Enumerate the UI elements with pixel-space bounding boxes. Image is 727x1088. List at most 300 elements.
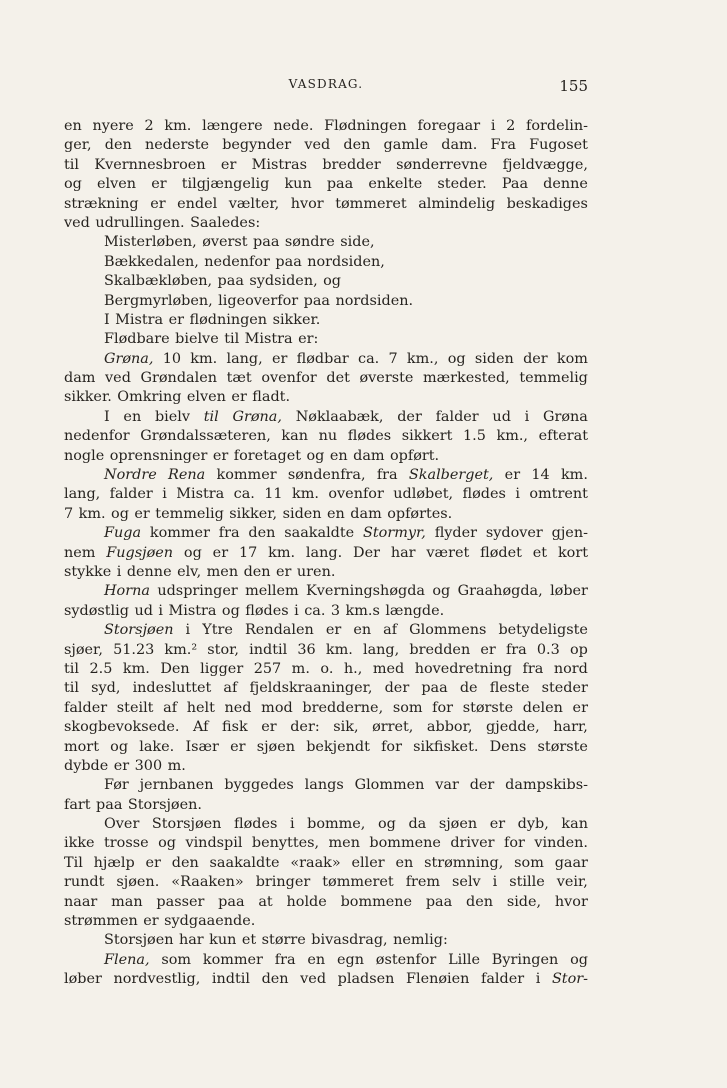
word: ca. — [233, 486, 255, 503]
word: nogle — [64, 447, 105, 464]
word: den — [248, 525, 276, 542]
word: er — [325, 622, 342, 639]
word: stille — [509, 874, 545, 891]
word: Horna — [104, 583, 150, 600]
word: steder. — [437, 176, 487, 193]
word: rundt — [64, 874, 105, 891]
word: 14 — [531, 467, 550, 484]
word: Grøna, — [104, 350, 154, 367]
running-head: VASDRAG. — [288, 77, 364, 91]
word: ligger — [200, 660, 244, 677]
word: 2.5 — [89, 660, 113, 677]
word: Flødningen — [324, 118, 407, 134]
word: og — [158, 835, 176, 852]
word: vælter, — [228, 195, 280, 212]
word: flødes — [462, 486, 506, 503]
word: o. — [320, 660, 334, 677]
word: bommene — [369, 835, 441, 852]
word: der — [469, 777, 495, 794]
word: Kverningshøgda — [306, 583, 425, 600]
word: nyere — [92, 118, 134, 134]
word: en — [123, 408, 142, 425]
word: km., — [496, 428, 528, 445]
word: denne — [126, 563, 172, 580]
word: trosse — [104, 835, 149, 852]
text-line — [64, 369, 588, 388]
word: flødes — [233, 816, 278, 833]
word: km., — [406, 350, 439, 367]
word: er — [271, 350, 288, 367]
word: veir, — [556, 874, 588, 891]
word: de — [459, 680, 478, 697]
word: opførtes. — [387, 505, 453, 522]
word: er — [230, 738, 246, 755]
text-line — [64, 738, 588, 757]
word: som — [392, 699, 423, 716]
word: hvor — [290, 195, 324, 212]
word: km. — [164, 118, 192, 134]
word: nord — [553, 660, 588, 677]
word: men — [206, 563, 239, 580]
word: er — [168, 311, 184, 328]
word: ud — [134, 602, 153, 619]
word: men — [328, 835, 360, 852]
word: og — [64, 176, 82, 193]
word: fra — [505, 641, 527, 658]
word: i — [492, 874, 498, 891]
word: ca. — [304, 602, 326, 619]
text-line — [64, 776, 588, 795]
word: flødet — [480, 544, 522, 561]
word: Lille — [448, 951, 480, 968]
word: er — [572, 699, 588, 716]
word: da — [408, 816, 427, 833]
word: udrullingen. — [95, 214, 185, 231]
word: nedenfor — [64, 428, 130, 445]
word: bommene — [340, 893, 413, 910]
word: «Raaken» — [171, 874, 244, 891]
word: i — [185, 622, 191, 639]
word: er — [231, 389, 247, 406]
word: kun — [284, 176, 312, 193]
word: Rendalen — [244, 622, 314, 639]
word: er — [134, 505, 150, 522]
word: Mistra — [115, 311, 164, 328]
text-line — [64, 544, 588, 563]
word: sydøstlig — [64, 602, 129, 619]
word: at — [258, 893, 273, 910]
word: til — [64, 156, 79, 173]
body-text — [64, 117, 588, 990]
word: bredderne, — [302, 699, 384, 716]
word: km. — [122, 660, 150, 677]
word: der — [523, 350, 548, 367]
word: mærkested, — [423, 370, 510, 387]
word: og — [221, 602, 240, 619]
word: frem — [405, 874, 441, 891]
word: falder — [109, 486, 153, 503]
word: oprensninger — [109, 447, 208, 464]
word: Før — [104, 777, 129, 794]
word: foregaar — [417, 118, 481, 134]
word: Kvernnesbroen — [94, 156, 206, 173]
word: foretaget — [233, 447, 302, 464]
word: største — [537, 738, 588, 755]
word: udspringer — [157, 583, 238, 600]
word: begynder — [222, 137, 292, 154]
word: egn — [336, 951, 364, 968]
word: den — [243, 563, 271, 580]
word: mort — [64, 738, 99, 755]
word: har — [390, 544, 416, 561]
word: abbor, — [426, 719, 473, 736]
word: 10 — [162, 350, 182, 367]
word: bringer — [255, 874, 311, 891]
word: 300 — [134, 757, 163, 774]
word: Byringen — [491, 951, 559, 968]
word: Fugoset — [529, 137, 588, 154]
word: flyder — [434, 525, 478, 542]
text-line — [64, 330, 588, 349]
word: og — [447, 350, 466, 367]
word: sydover — [485, 525, 543, 542]
word: vindspil — [185, 835, 243, 852]
word: holde — [286, 893, 327, 910]
word: km. — [560, 467, 588, 484]
word: nem — [64, 544, 96, 561]
word: og — [306, 447, 325, 464]
word: og — [183, 544, 202, 561]
text-line — [64, 505, 588, 524]
word: ikke — [64, 835, 95, 852]
word: lang, — [226, 350, 263, 367]
word: kan — [561, 816, 588, 833]
word: vinden. — [534, 835, 588, 852]
text-line — [64, 854, 588, 873]
word: benyttes, — [251, 835, 320, 852]
word: ca. — [358, 350, 380, 367]
word: den — [104, 137, 132, 154]
word: fra — [218, 525, 240, 542]
word: er — [151, 176, 167, 193]
word: der — [384, 680, 410, 697]
word: paa — [217, 273, 244, 290]
word: og — [110, 738, 129, 755]
word: paa — [218, 893, 245, 910]
word: i — [289, 816, 295, 833]
word: i — [490, 118, 496, 134]
word: Fugsjøen — [106, 544, 174, 561]
word: I — [104, 311, 110, 328]
text-line — [64, 834, 588, 853]
word: ved — [105, 370, 131, 387]
word: der — [397, 408, 422, 425]
word: som — [161, 951, 192, 968]
word: Graahøgda, — [457, 583, 543, 600]
word: stykke — [64, 563, 112, 580]
word: passer — [156, 893, 205, 910]
word: indtil — [249, 641, 288, 658]
word: «raak» — [290, 854, 341, 871]
word: efterat — [538, 428, 588, 445]
word: side, — [506, 893, 542, 910]
word: dyb, — [517, 816, 549, 833]
word: 7 — [388, 350, 398, 367]
word: nu — [318, 428, 338, 445]
word: langs — [304, 777, 344, 794]
word: kommer — [149, 525, 210, 542]
word: til — [64, 660, 79, 677]
word: et — [532, 544, 548, 561]
word: I — [104, 408, 110, 425]
word: Flenøien — [406, 971, 470, 988]
word: var — [435, 777, 459, 794]
word: Glommens — [409, 622, 487, 639]
word: side, — [340, 234, 375, 251]
word: denne — [543, 176, 588, 193]
word: i — [158, 602, 164, 619]
word: længde. — [385, 602, 445, 619]
text-line — [64, 563, 588, 582]
word: Rena — [168, 467, 206, 484]
word: Ytre — [202, 622, 233, 639]
word: hovedretning — [414, 660, 513, 677]
word: Flena, — [104, 951, 150, 968]
word: og — [111, 505, 129, 522]
text-line — [64, 408, 588, 427]
text-line — [64, 660, 588, 679]
word: fjeldvægge, — [502, 156, 588, 173]
word: sikker. — [272, 311, 321, 328]
word: byggedes — [224, 777, 294, 794]
word: Til — [64, 854, 83, 871]
word: km. — [190, 350, 218, 367]
word: lake. — [139, 738, 175, 755]
word: hvor — [554, 893, 588, 910]
word: km. — [268, 544, 296, 561]
word: ud — [492, 408, 511, 425]
word: gaar — [554, 854, 588, 871]
word: er — [220, 156, 237, 173]
word: m. — [167, 757, 186, 774]
word: ørret, — [372, 719, 414, 736]
word: op — [569, 641, 588, 658]
word: nedenfor — [204, 253, 270, 270]
word: udløbet, — [393, 486, 454, 503]
word: kort — [557, 544, 588, 561]
text-line — [64, 214, 588, 233]
text-line — [64, 350, 588, 369]
word: nordsiden, — [307, 253, 385, 270]
word: Fuga — [104, 525, 142, 542]
text-line — [64, 912, 588, 931]
word: fladt. — [252, 389, 291, 406]
word: Misterløben, — [104, 234, 197, 251]
word: km. — [292, 486, 319, 503]
word: Fra — [490, 137, 516, 154]
word: største — [462, 699, 514, 716]
text-line — [64, 815, 588, 834]
word: er — [276, 563, 292, 580]
word: almindelig — [418, 195, 496, 212]
word: falder — [481, 971, 525, 988]
word: en — [327, 505, 345, 522]
word: temmelig — [155, 505, 224, 522]
word: kom — [556, 350, 588, 367]
text-line — [64, 602, 588, 621]
word: nordsiden. — [335, 292, 414, 309]
word: sydsiden, — [249, 273, 318, 290]
word: er — [150, 195, 166, 212]
word: ned — [224, 699, 252, 716]
word: pladsen — [337, 971, 395, 988]
word: ved — [300, 971, 327, 988]
word: bielv — [154, 408, 191, 425]
word: fart — [64, 796, 91, 813]
word: er — [504, 467, 521, 484]
word: Over — [104, 816, 140, 833]
text-line — [64, 175, 588, 194]
word: en — [395, 854, 414, 871]
word: syd, — [91, 680, 121, 697]
word: og — [377, 816, 396, 833]
word: Især — [185, 738, 219, 755]
word: Mistra — [176, 486, 225, 503]
word: harr, — [553, 719, 588, 736]
word: saakaldte — [209, 854, 280, 871]
word: i — [116, 563, 122, 580]
word: sikkert — [401, 428, 453, 445]
text-line — [64, 970, 588, 989]
word: kan — [281, 428, 308, 445]
word: indesluttet — [132, 680, 212, 697]
text-line — [64, 621, 588, 640]
word: fisk — [222, 719, 248, 736]
word: ovenfor — [261, 370, 317, 387]
word: og — [432, 583, 451, 600]
word: h., — [343, 660, 363, 677]
word: søndre — [284, 234, 335, 251]
word: indtil — [211, 971, 250, 988]
word: flødes — [347, 428, 392, 445]
word: bivasdrag, — [311, 932, 388, 949]
text-line — [64, 136, 588, 155]
word: man — [111, 893, 143, 910]
word: bekjendt — [306, 738, 370, 755]
word: uren. — [296, 563, 336, 580]
word: er — [261, 719, 277, 736]
word: som — [514, 854, 544, 871]
word: været — [426, 544, 470, 561]
word: et — [241, 932, 257, 949]
word: Grøna — [542, 408, 588, 425]
word: omtrent — [529, 486, 588, 503]
word: er — [480, 641, 496, 658]
word: paa — [421, 680, 448, 697]
text-line — [64, 253, 588, 272]
word: saakaldte — [284, 525, 355, 542]
word: den — [171, 854, 199, 871]
page-header — [64, 77, 588, 99]
word: sikker, — [229, 505, 278, 522]
word: gjedde, — [486, 719, 540, 736]
word: nederste — [144, 137, 210, 154]
word: dybde — [64, 757, 109, 774]
word: Storsjøen — [104, 932, 174, 949]
word: strømning, — [424, 854, 504, 871]
word: i — [162, 486, 167, 503]
text-line — [64, 156, 588, 175]
word: jernbanen — [139, 777, 214, 794]
word: siden — [474, 350, 514, 367]
word: i — [524, 408, 530, 425]
word: strækning — [64, 195, 139, 212]
word: eller — [351, 854, 385, 871]
word: strømmen — [64, 913, 138, 930]
word: fra — [522, 660, 544, 677]
word: den — [466, 893, 494, 910]
word: gamle — [383, 137, 429, 154]
word: 3 — [330, 602, 341, 619]
text-line — [64, 796, 588, 815]
word: sjøen — [256, 738, 295, 755]
text-line — [64, 582, 588, 601]
word: lang, — [64, 486, 101, 503]
word: elv, — [177, 563, 202, 580]
word: driver — [450, 835, 495, 852]
word: skogbevoksede. — [64, 719, 180, 736]
word: mellem — [245, 583, 299, 600]
word: 0.3 — [536, 641, 560, 658]
word: temmelig — [519, 370, 588, 387]
word: for — [504, 835, 525, 852]
text-line — [64, 195, 588, 214]
word: 11 — [264, 486, 283, 503]
word: Dens — [489, 738, 527, 755]
word: lang, — [362, 641, 400, 658]
text-line — [64, 427, 588, 446]
word: km.² — [164, 641, 198, 658]
word: bredden — [409, 641, 471, 658]
word: Grøna, — [232, 408, 282, 425]
word: sjøer, — [64, 641, 103, 658]
text-line — [64, 272, 588, 291]
word: af — [163, 699, 178, 716]
word: dam — [350, 505, 382, 522]
word: Nordre — [104, 467, 157, 484]
text-line — [64, 951, 588, 970]
word: paa — [303, 292, 330, 309]
word: 1.5 — [462, 428, 486, 445]
text-line — [64, 233, 588, 252]
word: fleste — [489, 680, 530, 697]
word: 257 — [253, 660, 282, 677]
word: af — [383, 622, 398, 639]
word: tæt — [226, 370, 252, 387]
word: paa — [275, 253, 302, 270]
word: Der — [353, 544, 380, 561]
word: 17 — [238, 544, 258, 561]
word: længere — [202, 118, 263, 134]
word: ovenfor — [328, 486, 384, 503]
word: er: — [298, 331, 319, 348]
word: dam — [64, 370, 96, 387]
word: sydgaaende. — [164, 913, 256, 930]
word: Af — [192, 719, 209, 736]
word: Mistra — [168, 602, 217, 619]
word: tømmeret — [322, 874, 394, 891]
word: elven — [186, 389, 226, 406]
